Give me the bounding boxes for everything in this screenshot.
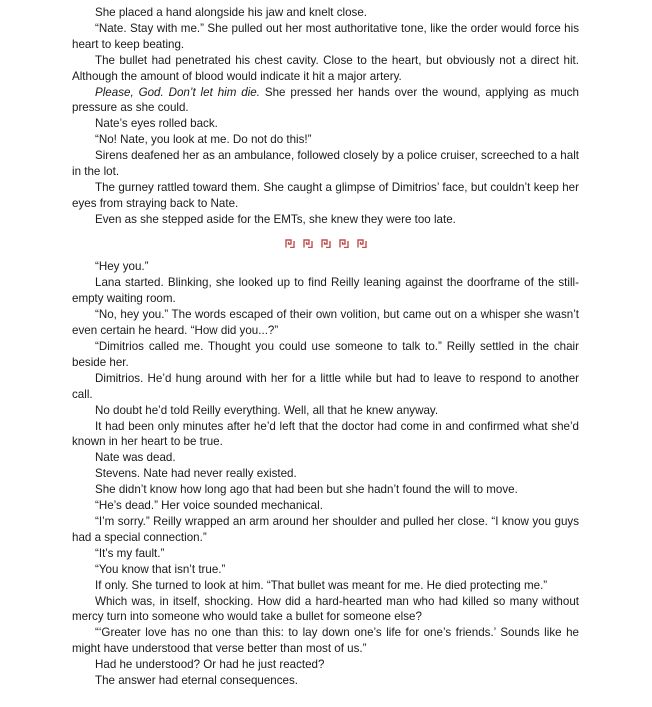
italic-prayer: Please, God. Don’t let him die. bbox=[95, 85, 260, 99]
paragraph: Nate was dead. bbox=[95, 451, 176, 465]
document-page bbox=[72, 5, 579, 689]
paragraph: “Hey you.” bbox=[95, 260, 149, 274]
paragraph: Even as she stepped aside for the EMTs, she knew they were too late. bbox=[95, 212, 456, 226]
paragraph: The gurney rattled toward them. She caught a glimpse of Dimitrios’ face, but couldn’t keep her eyes from straying back to Nate. bbox=[72, 180, 579, 210]
paragraph: Which was, in itself, shocking. How did a hard-hearted man who had killed so many without mercy turn into someone who would take a bullet for someone else? bbox=[72, 594, 579, 624]
paragraph: “No! Nate, you look at me. Do not do this!” bbox=[95, 133, 312, 147]
paragraph: Dimitrios. He’d hung around with her for a little while but had to leave to respond to another call. bbox=[72, 371, 579, 401]
paragraph: Had he understood? Or had he just reacted? bbox=[95, 658, 325, 672]
greek-key-ornament-icon bbox=[303, 239, 313, 248]
paragraph: She didn’t know how long ago that had been but she hadn’t found the will to move. bbox=[95, 483, 518, 497]
greek-key-ornament-icon bbox=[357, 239, 367, 248]
paragraph: “You know that isn’t true.” bbox=[95, 562, 226, 576]
paragraph: Sirens deafened her as an ambulance, followed closely by a police cruiser, screeched to a halt in the lot. bbox=[72, 149, 579, 179]
paragraph: “No, hey you.” The words escaped of their own volition, but came out on a whisper she wasn’t even certain he heard. “How did you...?” bbox=[72, 308, 579, 338]
paragraph: “It’s my fault.” bbox=[95, 546, 165, 560]
greek-key-ornament-icon bbox=[339, 239, 349, 248]
paragraph: “He’s dead.” Her voice sounded mechanical. bbox=[95, 499, 323, 513]
paragraph: If only. She turned to look at him. “That bullet was meant for me. He died protecting me.” bbox=[95, 578, 548, 592]
scene-break-divider bbox=[72, 228, 579, 260]
paragraph: Nate’s eyes rolled back. bbox=[95, 117, 218, 131]
paragraph: Lana started. Blinking, she looked up to find Reilly leaning against the doorframe of the still-empty waiting room. bbox=[72, 276, 579, 306]
paragraph: Stevens. Nate had never really existed. bbox=[95, 467, 297, 481]
paragraph: She placed a hand alongside his jaw and knelt close. bbox=[95, 6, 367, 19]
paragraph: The bullet had penetrated his chest cavity. Close to the heart, but obviously not a direct hit. Although the amount of blood would indicate it hit a major artery. bbox=[72, 53, 579, 83]
paragraph-continuation: She pressed her hands over the wound, applying as much pressure as she could. bbox=[72, 85, 579, 115]
paragraph: It had been only minutes after he’d left that the doctor had come in and confirmed what she’d known in her heart to be true. bbox=[72, 419, 579, 449]
paragraph: “I’m sorry.” Reilly wrapped an arm around her shoulder and pulled her close. “I know you guys had a special connection.” bbox=[72, 514, 579, 544]
paragraph bbox=[72, 85, 579, 117]
greek-key-ornament-icon bbox=[285, 239, 295, 248]
greek-key-ornament-icon bbox=[321, 239, 331, 248]
paragraph: The answer had eternal consequences. bbox=[95, 674, 299, 688]
paragraph: “‘Greater love has no one than this: to lay down one’s life for one’s friends.’ Sounds like he might have understood that verse better than most of us.” bbox=[72, 626, 579, 656]
paragraph: “Nate. Stay with me.” She pulled out her most authoritative tone, like the order would force his heart to keep beating. bbox=[72, 21, 579, 51]
paragraph: No doubt he’d told Reilly everything. Well, all that he knew anyway. bbox=[95, 403, 439, 417]
paragraph: “Dimitrios called me. Thought you could use someone to talk to.” Reilly settled in the chair beside her. bbox=[72, 340, 579, 369]
